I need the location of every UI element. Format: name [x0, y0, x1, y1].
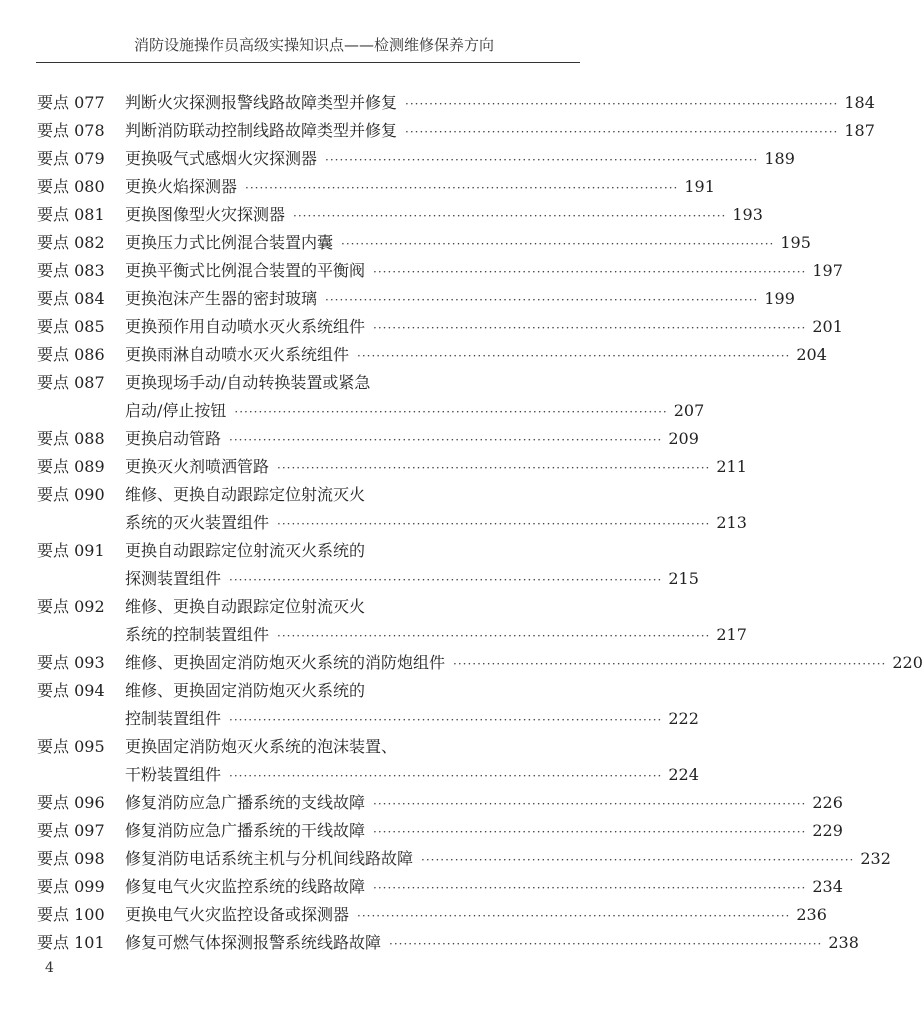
toc-entry-title: 更换火焰探测器: [125, 177, 238, 196]
toc-entry-page: 226: [812, 793, 843, 812]
toc-entry-page: 193: [732, 205, 763, 224]
dot-leader: [277, 510, 710, 538]
toc-entry[interactable]: [37, 649, 923, 677]
toc-entry[interactable]: [37, 453, 747, 481]
toc-entry[interactable]: [37, 873, 843, 901]
toc-entry[interactable]: [37, 929, 859, 957]
toc-entry[interactable]: [37, 285, 795, 313]
toc-entry-title: 判断火灾探测报警线路故障类型并修复: [125, 93, 398, 112]
toc-entry-page: 238: [828, 933, 859, 952]
dot-leader: [325, 286, 758, 314]
dot-leader: [389, 930, 822, 958]
toc-entry[interactable]: [37, 425, 699, 453]
toc-entry-title: 更换固定消防炮灭火系统的泡沫装置、: [125, 737, 398, 756]
toc-entry[interactable]: [37, 593, 747, 649]
toc-entry-key: 要点 085: [37, 317, 105, 336]
toc-entry-page: 224: [668, 765, 699, 784]
dot-leader: [341, 230, 774, 258]
toc-entry-title: 更换图像型火灾探测器: [125, 205, 286, 224]
toc-entry-title: 启动/停止按钮: [125, 401, 227, 420]
toc-entry[interactable]: [37, 817, 843, 845]
toc-entry-key: 要点 094: [37, 681, 105, 700]
dot-leader: [357, 342, 790, 370]
toc-entry[interactable]: [37, 789, 843, 817]
dot-leader: [373, 790, 806, 818]
toc-entry-title: 更换灭火剂喷洒管路: [125, 457, 270, 476]
toc-entry-page: 215: [668, 569, 699, 588]
toc-entry[interactable]: [37, 845, 891, 873]
running-header: 消防设施操作员高级实操知识点——检测维修保养方向: [133, 36, 494, 54]
toc-entry-title: 系统的灭火装置组件: [125, 513, 270, 532]
toc-entry-title: 更换泡沫产生器的密封玻璃: [125, 289, 318, 308]
toc-entry-page: 213: [716, 513, 747, 532]
toc-entry[interactable]: [37, 481, 747, 537]
toc-entry[interactable]: [37, 229, 811, 257]
toc-entry-key: 要点 098: [37, 849, 105, 868]
toc-entry-title: 更换平衡式比例混合装置的平衡阀: [125, 261, 366, 280]
toc-entry-page: 201: [812, 317, 843, 336]
toc-entry-title: 干粉装置组件: [125, 765, 222, 784]
toc-entry-title: 维修、更换固定消防炮灭火系统的: [125, 681, 366, 700]
dot-leader: [229, 566, 662, 594]
toc-entry-key: 要点 100: [37, 905, 105, 924]
toc-entry[interactable]: [37, 313, 843, 341]
dot-leader: [373, 258, 806, 286]
toc-entry-title: 更换电气火灾监控设备或探测器: [125, 905, 350, 924]
toc-entry-title: 更换启动管路: [125, 429, 222, 448]
toc-entry-key: 要点 079: [37, 149, 105, 168]
toc-entry-title: 更换现场手动/自动转换装置或紧急: [125, 373, 371, 392]
toc-entry-page: 204: [796, 345, 827, 364]
toc-entry[interactable]: [37, 677, 699, 733]
dot-leader: [405, 90, 838, 118]
toc-entry-page: 232: [860, 849, 891, 868]
toc-entry[interactable]: [37, 733, 699, 789]
toc-entry-page: 222: [668, 709, 699, 728]
toc-entry-key: 要点 087: [37, 373, 105, 392]
toc-entry-key: 要点 101: [37, 933, 105, 952]
dot-leader: [373, 314, 806, 342]
dot-leader: [373, 818, 806, 846]
toc-entry-title: 修复消防电话系统主机与分机间线路故障: [125, 849, 414, 868]
toc-entry-title: 修复消防应急广播系统的干线故障: [125, 821, 366, 840]
toc-entry[interactable]: [37, 537, 699, 593]
toc-entry-page: 209: [668, 429, 699, 448]
toc-entry[interactable]: [37, 117, 875, 145]
toc-entry-page: 236: [796, 905, 827, 924]
dot-leader: [229, 706, 662, 734]
toc-entry-key: 要点 078: [37, 121, 105, 140]
toc-entry-title: 系统的控制装置组件: [125, 625, 270, 644]
toc-entry-key: 要点 096: [37, 793, 105, 812]
header-rule: [36, 62, 580, 63]
toc-entry-key: 要点 093: [37, 653, 105, 672]
toc-entry-title: 修复电气火灾监控系统的线路故障: [125, 877, 366, 896]
toc-entry-key: 要点 086: [37, 345, 105, 364]
toc-entry-title: 控制装置组件: [125, 709, 222, 728]
toc-entry-page: 189: [764, 149, 795, 168]
toc-entry[interactable]: [37, 901, 827, 929]
toc-entry[interactable]: [37, 145, 795, 173]
toc-entry-page: 207: [673, 401, 705, 420]
toc-entry-title: 修复消防应急广播系统的支线故障: [125, 793, 366, 812]
dot-leader: [229, 426, 662, 454]
toc-entry-page: 191: [684, 177, 715, 196]
toc-entry-key: 要点 099: [37, 877, 105, 896]
toc-entry-key: 要点 077: [37, 93, 105, 112]
toc-entry[interactable]: [37, 257, 843, 285]
toc-entry[interactable]: [37, 173, 715, 201]
toc-entry-title: 更换雨淋自动喷水灭火系统组件: [125, 345, 350, 364]
toc-entry-title: 更换预作用自动喷水灭火系统组件: [125, 317, 366, 336]
toc-entry-page: 184: [844, 93, 875, 112]
toc-entry-page: 187: [844, 121, 875, 140]
page-number: 4: [45, 960, 54, 976]
toc-entry-key: 要点 080: [37, 177, 105, 196]
toc-entry-page: 234: [812, 877, 843, 896]
toc-entry[interactable]: [37, 201, 763, 229]
toc-entry-key: 要点 097: [37, 821, 105, 840]
dot-leader: [453, 650, 886, 678]
toc-entry-title: 更换吸气式感烟火灾探测器: [125, 149, 318, 168]
toc-entry-page: 197: [812, 261, 843, 280]
toc-entry-page: 229: [812, 821, 843, 840]
toc-entry-title: 修复可燃气体探测报警系统线路故障: [125, 933, 382, 952]
toc-entry-title: 维修、更换自动跟踪定位射流灭火: [125, 485, 366, 504]
dot-leader: [293, 202, 726, 230]
toc-entry-key: 要点 095: [37, 737, 105, 756]
toc-entry-page: 195: [780, 233, 811, 252]
toc-entry-key: 要点 089: [37, 457, 105, 476]
dot-leader: [229, 762, 662, 790]
dot-leader: [277, 622, 710, 650]
toc-entry-key: 要点 084: [37, 289, 105, 308]
toc-entry[interactable]: [37, 89, 875, 117]
dot-leader: [325, 146, 758, 174]
toc-entry-key: 要点 088: [37, 429, 105, 448]
toc-entry-key: 要点 081: [37, 205, 105, 224]
toc-entry-title: 更换压力式比例混合装置内囊: [125, 233, 334, 252]
dot-leader: [421, 846, 854, 874]
toc-entry-title: 判断消防联动控制线路故障类型并修复: [125, 121, 398, 140]
dot-leader: [405, 118, 838, 146]
toc-entry-key: 要点 092: [37, 597, 105, 616]
dot-leader: [357, 902, 790, 930]
toc-entry[interactable]: [37, 341, 827, 369]
toc-entry-key: 要点 091: [37, 541, 105, 560]
toc-entry-page: 199: [764, 289, 795, 308]
toc-entry-title: 更换自动跟踪定位射流灭火系统的: [125, 541, 366, 560]
toc-entry[interactable]: [37, 369, 705, 425]
dot-leader: [277, 454, 710, 482]
toc-entry-title: 探测装置组件: [125, 569, 222, 588]
toc-entry-key: 要点 090: [37, 485, 105, 504]
toc-entry-page: 217: [716, 625, 747, 644]
dot-leader: [234, 398, 667, 426]
toc-entry-page: 220: [892, 653, 923, 672]
toc-entry-page: 211: [716, 457, 747, 476]
toc-entry-title: 维修、更换固定消防炮灭火系统的消防炮组件: [125, 653, 446, 672]
table-of-contents: [37, 89, 923, 957]
toc-entry-key: 要点 083: [37, 261, 105, 280]
dot-leader: [245, 174, 678, 202]
toc-entry-title: 维修、更换自动跟踪定位射流灭火: [125, 597, 366, 616]
toc-entry-key: 要点 082: [37, 233, 105, 252]
dot-leader: [373, 874, 806, 902]
